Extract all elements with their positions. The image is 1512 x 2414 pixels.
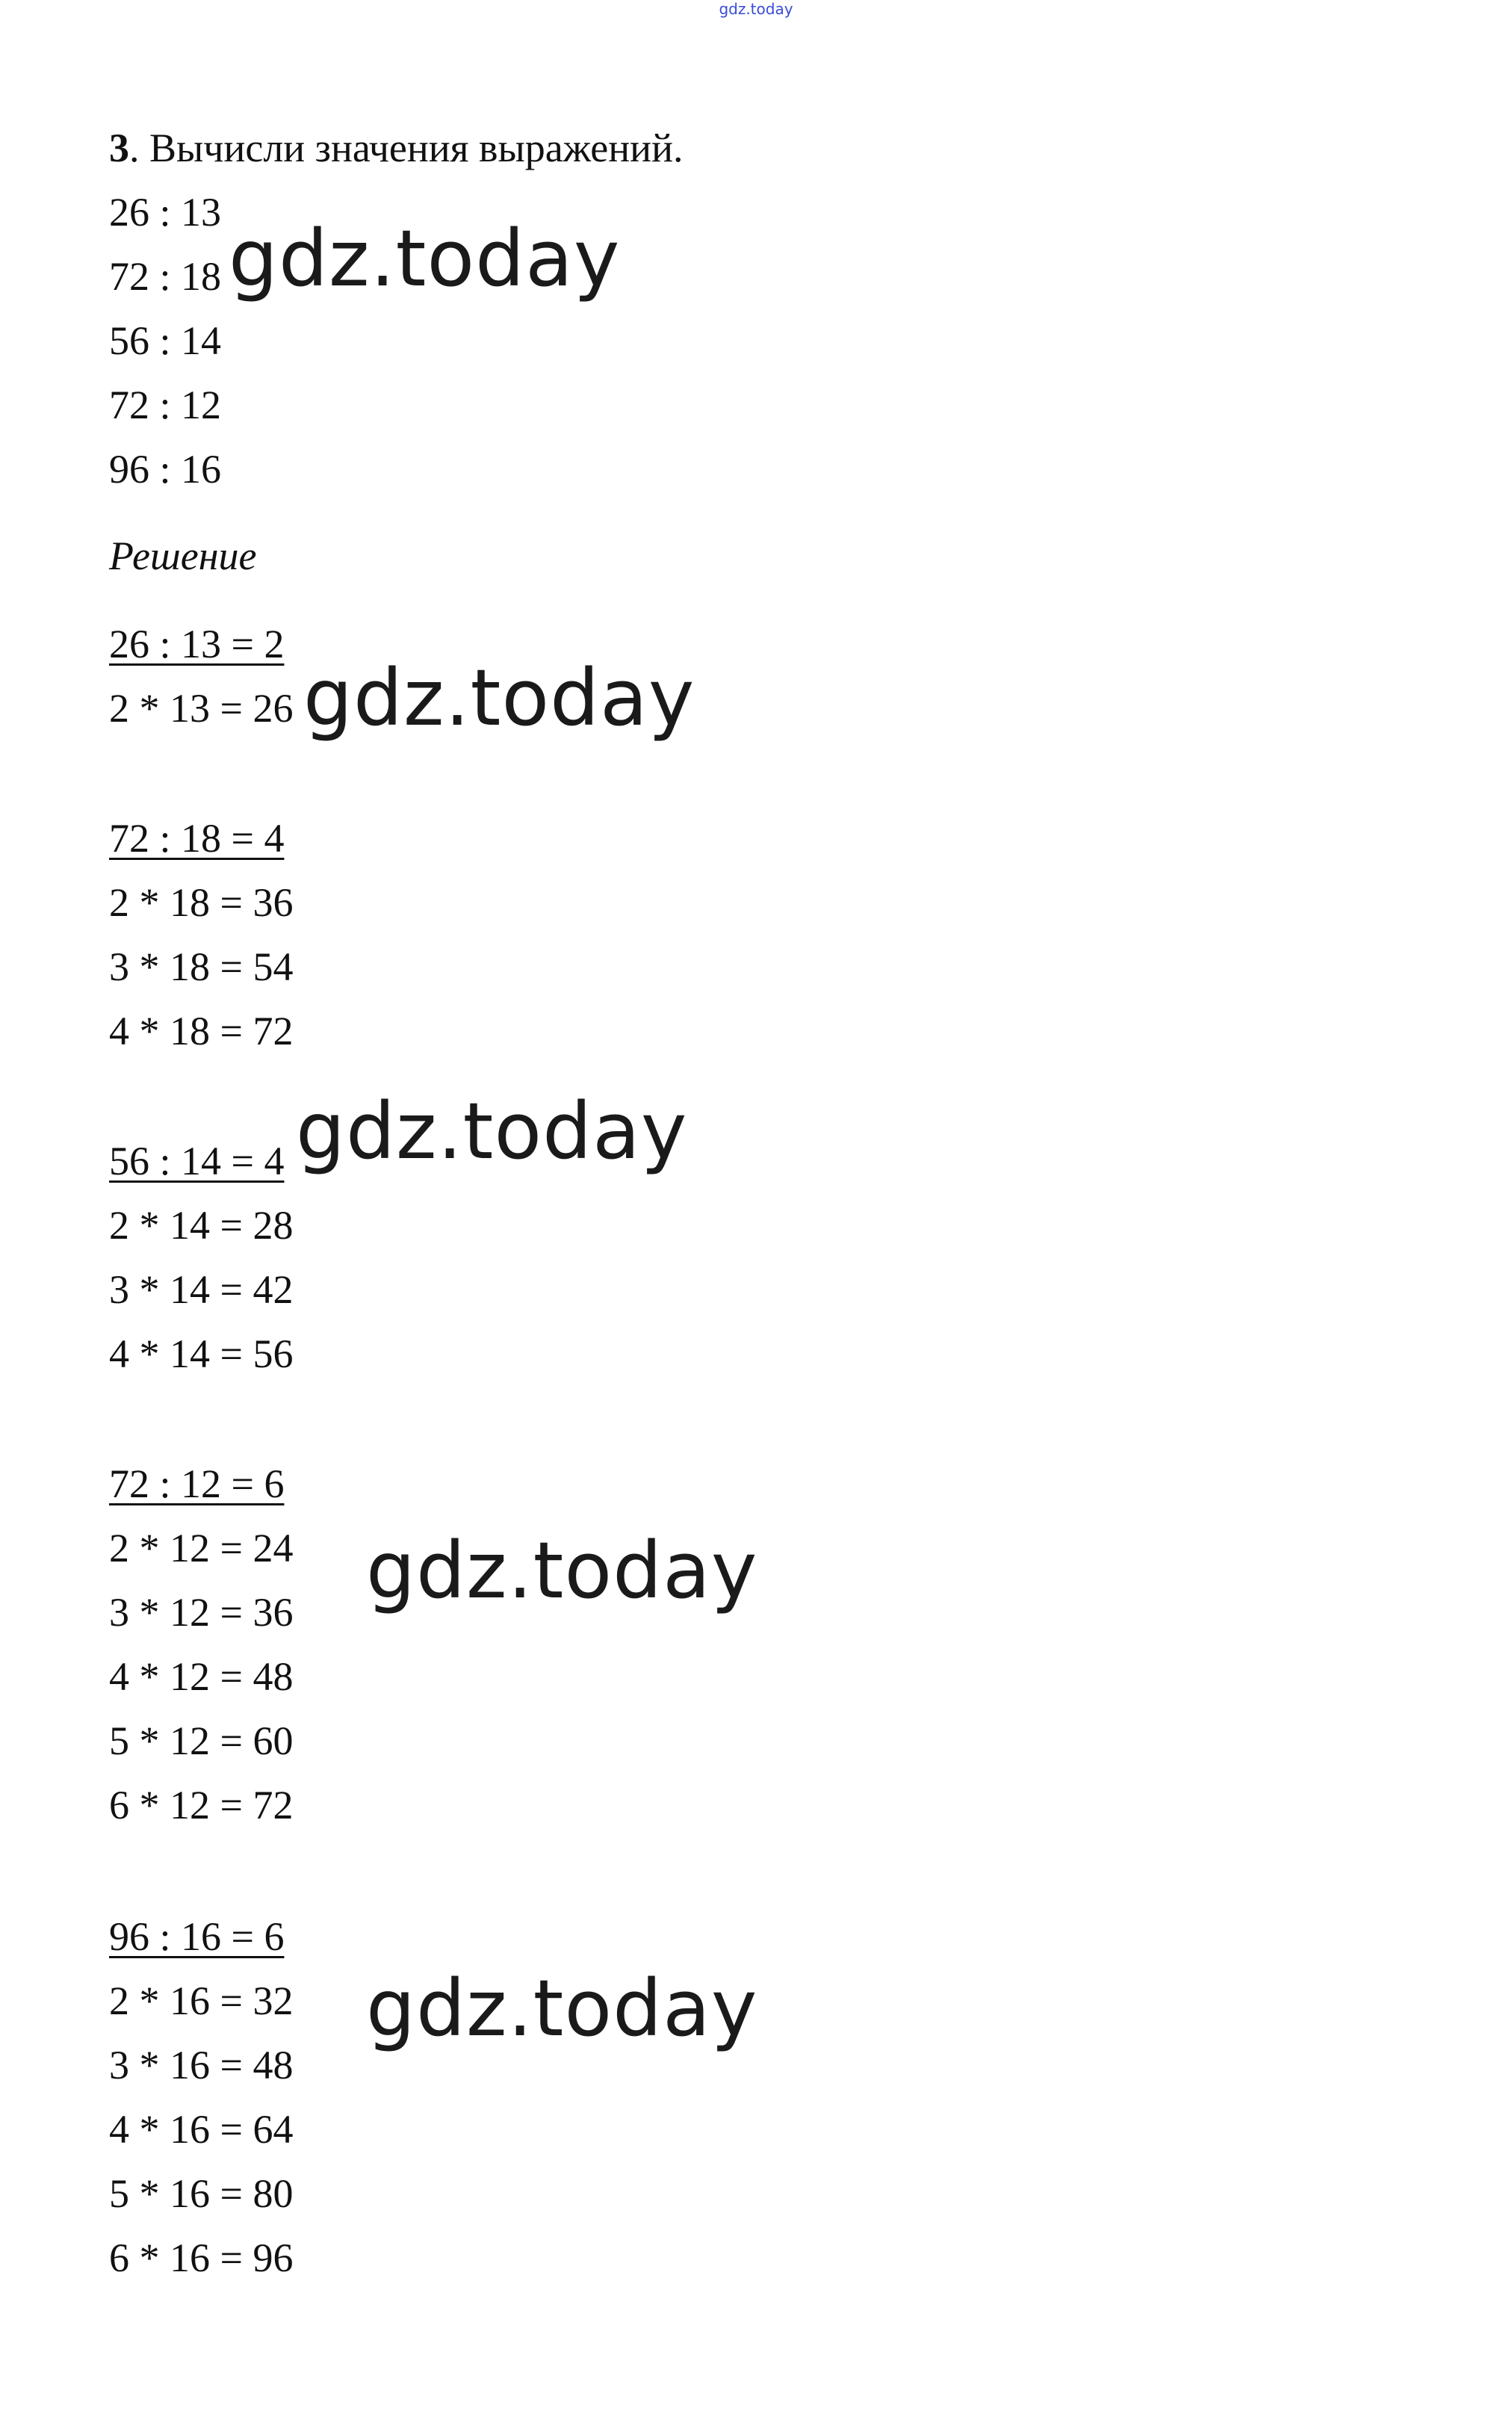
- solution-answer: 26 : 13 = 2: [109, 622, 285, 666]
- solution-check: 4 * 16 = 64: [109, 2107, 294, 2152]
- solution-check: 6 * 12 = 72: [109, 1783, 294, 1827]
- solution-check: 5 * 12 = 60: [109, 1718, 294, 1763]
- solution-check: 4 * 18 = 72: [109, 1009, 294, 1053]
- watermark: gdz.today: [366, 1525, 758, 1616]
- task-title: . Вычисли значения выражений.: [129, 126, 684, 170]
- solution-check: 4 * 14 = 56: [109, 1331, 294, 1376]
- solution-check: 6 * 16 = 96: [109, 2235, 294, 2280]
- solution-answer: 72 : 12 = 6: [109, 1461, 285, 1506]
- task-number: 3: [109, 126, 129, 170]
- watermark: gdz.today: [303, 652, 695, 743]
- solution-check: 3 * 16 = 48: [109, 2043, 294, 2088]
- task-heading: [109, 124, 683, 172]
- solution-answer: 72 : 18 = 4: [109, 816, 285, 861]
- expression: 96 : 16: [109, 447, 222, 492]
- solution-check: 4 * 12 = 48: [109, 1654, 294, 1699]
- expression: 72 : 18: [109, 254, 222, 299]
- solution-answer: 96 : 16 = 6: [109, 1914, 285, 1959]
- expression: 26 : 13: [109, 190, 222, 235]
- solution-check: 3 * 12 = 36: [109, 1590, 294, 1635]
- solution-answer: 56 : 14 = 4: [109, 1139, 285, 1183]
- solution-check: 2 * 16 = 32: [109, 1978, 294, 2023]
- top-watermark: gdz.today: [719, 0, 793, 18]
- watermark: gdz.today: [296, 1086, 688, 1177]
- solution-check: 3 * 18 = 54: [109, 944, 294, 989]
- expression: 56 : 14: [109, 318, 222, 363]
- watermark: gdz.today: [229, 213, 621, 304]
- solution-check: 2 * 12 = 24: [109, 1526, 294, 1570]
- watermark: gdz.today: [366, 1963, 758, 2054]
- expression: 72 : 12: [109, 383, 222, 427]
- solution-check: 2 * 18 = 36: [109, 880, 294, 925]
- solution-check: 5 * 16 = 80: [109, 2171, 294, 2216]
- solution-heading: Решение: [109, 533, 257, 578]
- solution-check: 3 * 14 = 42: [109, 1267, 294, 1312]
- solution-check: 2 * 14 = 28: [109, 1203, 294, 1248]
- solution-check: 2 * 13 = 26: [109, 686, 294, 731]
